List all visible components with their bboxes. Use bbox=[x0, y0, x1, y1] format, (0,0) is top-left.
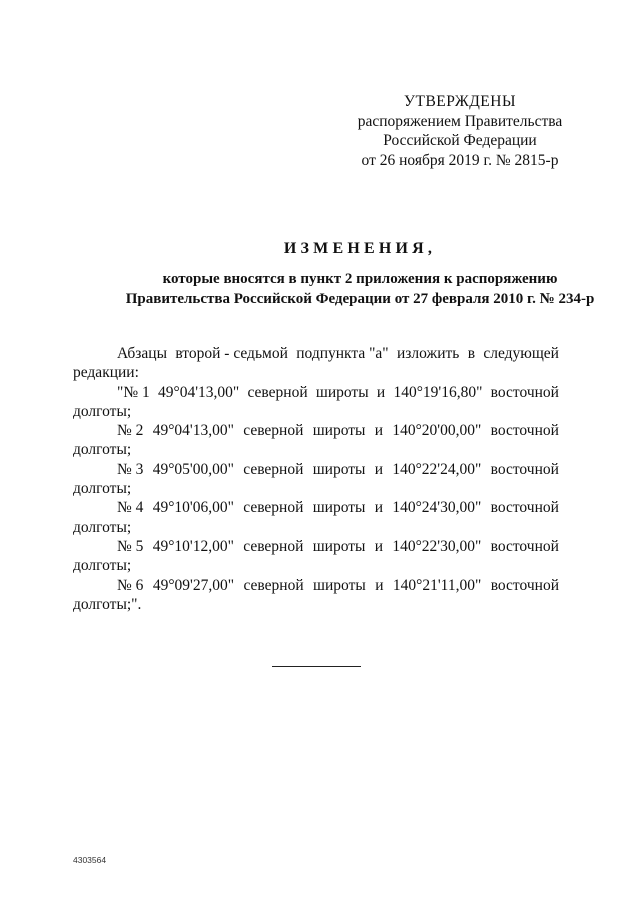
point-latitude: 49°10'12,00" bbox=[152, 537, 234, 555]
point-latitude: 49°09'27,00" bbox=[152, 576, 235, 594]
point-longitude-word: восточной bbox=[490, 422, 559, 440]
document-body bbox=[73, 344, 559, 614]
point-line bbox=[73, 498, 559, 517]
point-latitude: 49°05'00,00" bbox=[152, 460, 234, 478]
point-longitude: 140°21'11,00" bbox=[392, 576, 482, 594]
point-latitude-word-2: широты bbox=[313, 576, 366, 594]
point-number: № 5 bbox=[117, 537, 144, 555]
point-continuation: долготы;". bbox=[73, 595, 142, 613]
point-line bbox=[73, 460, 559, 479]
point-latitude-word: северной bbox=[243, 499, 304, 517]
point-latitude-word-2: широты bbox=[312, 422, 366, 440]
point-number: № 6 bbox=[117, 576, 144, 594]
point-conjunction: и bbox=[374, 499, 384, 517]
heading-subtitle-line-2: Правительства Российской Федерации от 27 февраля 2010 г. № 234-р bbox=[125, 290, 595, 307]
point-conjunction: и bbox=[374, 422, 384, 440]
point-conjunction: и bbox=[376, 383, 386, 401]
point-conjunction: и bbox=[374, 537, 384, 555]
point-longitude: 140°22'24,00" bbox=[392, 460, 482, 478]
intro-word: в bbox=[467, 345, 476, 362]
intro-word: второй - седьмой bbox=[175, 345, 288, 362]
approval-line-2: Российской Федерации bbox=[383, 132, 537, 149]
point-number: № 4 bbox=[117, 499, 144, 517]
approval-line-3: от 26 ноября 2019 г. № 2815-р bbox=[361, 151, 559, 169]
point-line bbox=[73, 576, 559, 595]
point-longitude-word: восточной bbox=[490, 576, 559, 594]
document-code: 4303564 bbox=[73, 855, 107, 865]
point-longitude-word: восточной bbox=[490, 499, 559, 517]
point-latitude-word: северной bbox=[243, 537, 304, 555]
approval-line-1: распоряжением Правительства bbox=[357, 112, 563, 130]
intro-word: следующей bbox=[483, 345, 559, 362]
point-latitude-word-2: широты bbox=[312, 460, 366, 478]
point-number: № 2 bbox=[117, 422, 144, 440]
point-number: "№ 1 bbox=[117, 383, 150, 401]
point-line bbox=[73, 537, 559, 556]
point-latitude: 49°04'13,00" bbox=[152, 422, 234, 440]
document-heading bbox=[40, 240, 640, 309]
point-longitude: 140°20'00,00" bbox=[392, 422, 482, 440]
point-latitude-word-2: широты bbox=[312, 499, 366, 517]
point-continuation: долготы; bbox=[73, 557, 132, 575]
point-conjunction: и bbox=[374, 460, 384, 478]
point-latitude: 49°04'13,00" bbox=[158, 383, 240, 401]
point-latitude-word-2: широты bbox=[315, 383, 369, 401]
intro-word: Абзацы bbox=[117, 345, 168, 362]
point-line bbox=[73, 383, 559, 402]
point-continuation: долготы; bbox=[73, 402, 132, 420]
point-latitude-word: северной bbox=[247, 383, 308, 401]
point-latitude-word-2: широты bbox=[312, 537, 366, 555]
point-number: № 3 bbox=[117, 460, 144, 478]
intro-line bbox=[73, 344, 559, 363]
end-divider bbox=[272, 666, 361, 667]
point-longitude: 140°19'16,80" bbox=[393, 383, 483, 401]
intro-word: подпункта "а" bbox=[296, 345, 389, 362]
point-continuation: долготы; bbox=[73, 518, 132, 536]
approval-title: УТВЕРЖДЕНЫ bbox=[404, 93, 516, 110]
point-conjunction: и bbox=[375, 576, 384, 594]
point-latitude-word: северной bbox=[243, 422, 304, 440]
heading-title: ИЗМЕНЕНИЯ, bbox=[283, 240, 437, 257]
point-continuation: долготы; bbox=[73, 480, 132, 498]
heading-subtitle-line-1: которые вносятся в пункт 2 приложения к распоряжению bbox=[162, 271, 558, 287]
point-longitude: 140°22'30,00" bbox=[392, 537, 482, 555]
approval-block bbox=[340, 92, 580, 170]
point-longitude-word: восточной bbox=[490, 383, 559, 401]
intro-word: изложить bbox=[396, 345, 460, 362]
point-line bbox=[73, 421, 559, 440]
point-latitude-word: северной bbox=[243, 576, 304, 594]
intro-continuation: редакции: bbox=[73, 364, 139, 382]
point-longitude-word: восточной bbox=[490, 460, 559, 478]
point-latitude-word: северной bbox=[243, 460, 304, 478]
point-continuation: долготы; bbox=[73, 441, 132, 459]
point-longitude: 140°24'30,00" bbox=[392, 499, 482, 517]
point-longitude-word: восточной bbox=[490, 537, 559, 555]
heading-subtitle bbox=[40, 270, 640, 309]
point-latitude: 49°10'06,00" bbox=[152, 499, 234, 517]
